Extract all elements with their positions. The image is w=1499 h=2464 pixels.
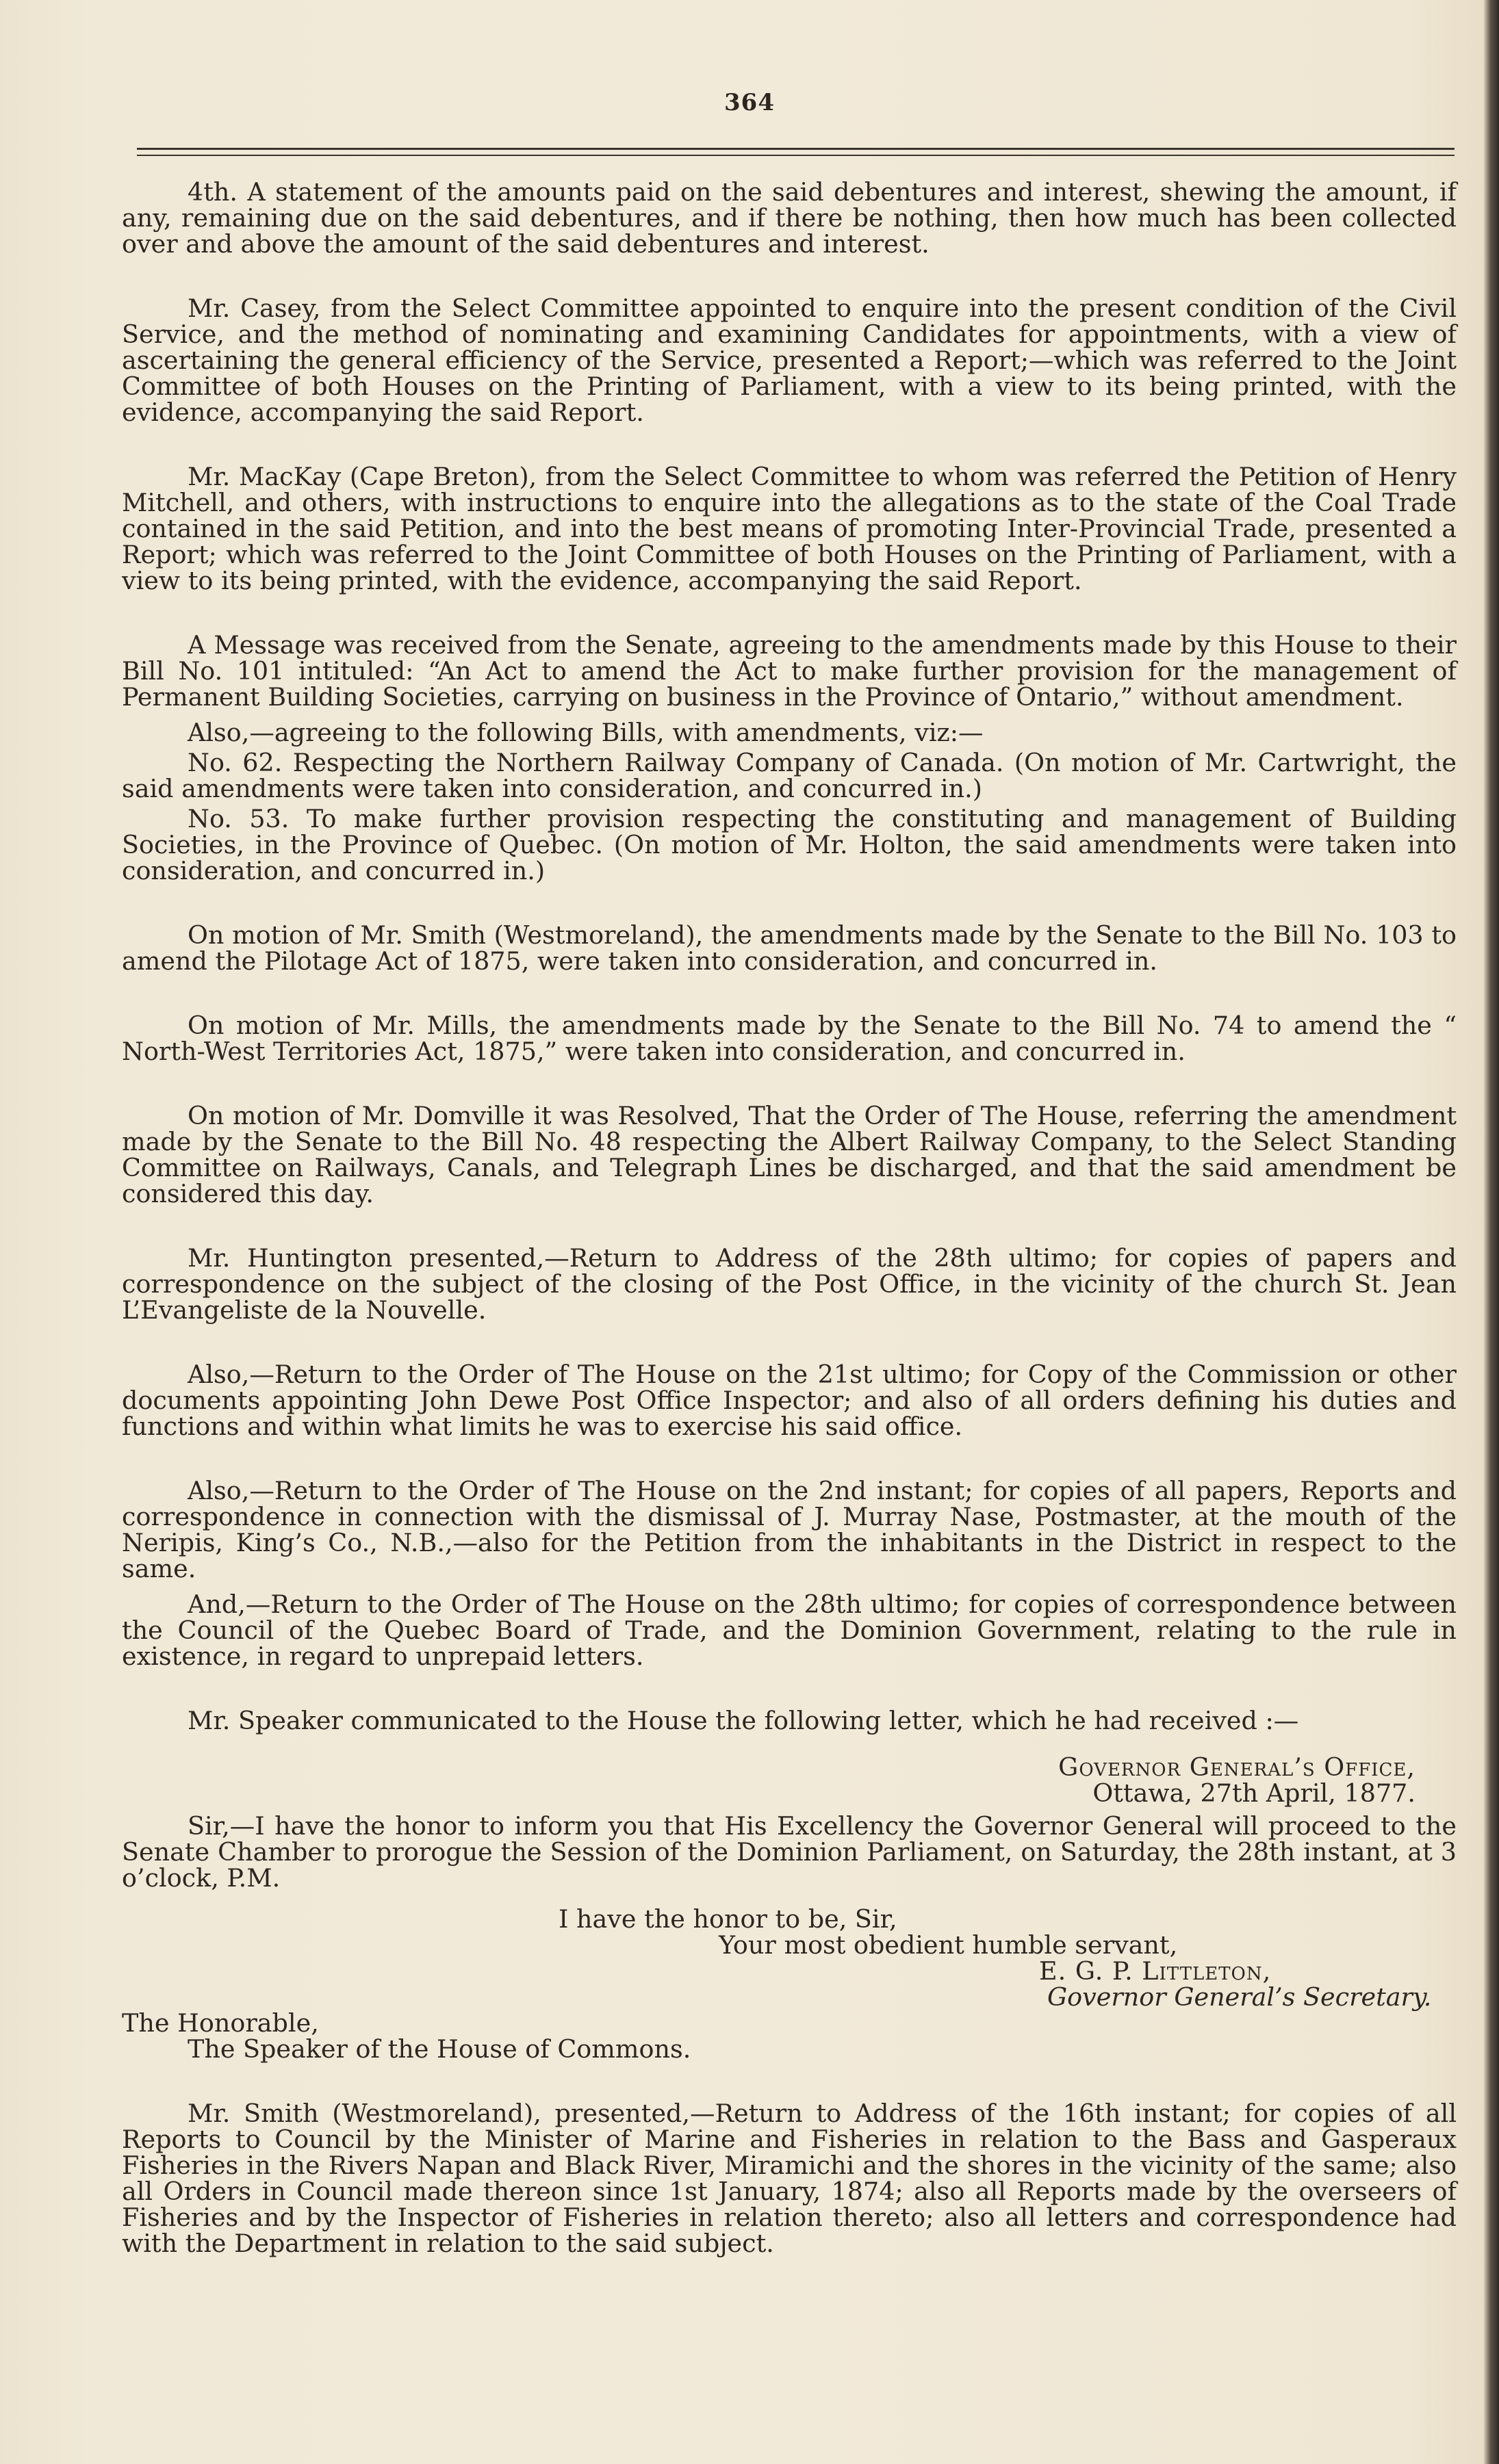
paragraph-albert-railway: On motion of Mr. Domville it was Resolved, That the Order of The House, referring the amendment made by the Senate to the Bill No. 48 respecting the Albert Railway Company, to the Select Standing Committee on Railways, Canals, and Telegraph Lines be discharged, and that the said amendment be considered this day. [122, 1101, 1457, 1208]
paragraph-senate-message: A Message was received from the Senate, agreeing to the amendments made by this House to their Bill No. 101 intituled: “An Act to amend the Act to make further provision for the management of Permanent Building Societies, carrying on business in the Province of Ontario,” without amendment. [122, 630, 1457, 712]
letter-closing-1: I have the honor to be, Sir, [559, 1904, 897, 1934]
paragraph-civil-service-report: Mr. Casey, from the Select Committee appointed to enquire into the present condition of the Civil Service, and the method of nominating and examining Candidates for appointments, with a view of ascertaining the general efficiency of the Service, presented a Report;—which was referred to the Joint Committee of both Houses on the Printing of Parliament, with a view to its being printed, with the evidence, accompanying the said Report. [122, 294, 1457, 427]
paragraph-debentures-statement: 4th. A statement of the amounts paid on the said debentures and interest, shewing the amount, if any, remaining due on the said debentures, and if there be nothing, then how much has been collected over and above the amount of the said debentures and interest. [122, 177, 1457, 259]
letter-signature: E. G. P. Littleton, [1039, 1956, 1272, 1986]
paragraph-pilotage-act: On motion of Mr. Smith (Westmoreland), the amendments made by the Senate to the Bill No. 103 to amend the Pilotage Act of 1875, were taken into consideration, and concurred in. [122, 920, 1457, 976]
paragraph-post-office-return: Mr. Huntington presented,—Return to Address of the 28th ultimo; for copies of papers and correspondence on the subject of the closing of the Post Office, in the vicinity of the church St. Jean L’Evangeliste de la Nouvelle. [122, 1243, 1457, 1325]
paragraph-quebec-board-of-trade: And,—Return to the Order of The House on the 28th ultimo; for copies of correspondence between the Council of the Quebec Board of Trade, and the Dominion Government, relating to the rule in existence, in regard to unprepaid letters. [122, 1590, 1457, 1671]
letter-addressee-2: The Speaker of the House of Commons. [188, 2034, 691, 2064]
paragraph-speaker-letter-intro: Mr. Speaker communicated to the House the following letter, which he had received :— [188, 1706, 1299, 1735]
page-body [122, 179, 1457, 2295]
paragraph-postmaster-dismissal: Also,—Return to the Order of The House on the 2nd instant; for copies of all papers, Reports and correspondence in connection with the dismissal of J. Murray Nase, Postmaster, at the mouth of the Neripis, King’s Co., N.B.,—also for the Petition from the inhabitants in the District in respect to the same. [122, 1476, 1457, 1583]
page-edge-shadow [1484, 0, 1499, 2464]
paragraph-fisheries-return: Mr. Smith (Westmoreland), presented,—Return to Address of the 16th instant; for copies of all Reports to Council by the Minister of Marine and Fisheries in relation to the Bass and Gasperaux Fisheries in the Rivers Napan and Black River, Miramichi and the shores in the vicinity of the same; also all Orders in Council made thereon since 1st January, 1874; also all Reports made by the overseers of Fisheries and by the Inspector of Fisheries in relation thereto; also all letters and correspondence had with the Department in relation to the said subject. [122, 2099, 1457, 2258]
letter-body: Sir,—I have the honor to inform you that His Excellency the Governor General will proceed to the Senate Chamber to prorogue the Session of the Dominion Parliament, on Saturday, the 28th instant, at 3 o’clock, P.M. [122, 1811, 1457, 1893]
letter-signatory-title: Governor General’s Secretary. [1047, 1982, 1432, 2012]
paragraph-inspector-return: Also,—Return to the Order of The House on the 21st ultimo; for Copy of the Commission or other documents appointing John Dewe Post Office Inspector; and also of all orders defining his duties and functions and within what limits he was to exercise his said office. [122, 1360, 1457, 1441]
header-rule-top [137, 148, 1455, 150]
paragraph-coal-trade-report: Mr. MacKay (Cape Breton), from the Select Committee to whom was referred the Petition of Henry Mitchell, and others, with instructions to enquire into the allegations as to the state of the Coal Trade contained in the said Petition, and into the best means of promoting Inter-Provincial Trade, presented a Report; which was referred to the Joint Committee of both Houses on the Printing of Parliament, with a view to its being printed, with the evidence, accompanying the said Report. [122, 462, 1457, 595]
paragraph-bill-53: No. 53. To make further provision respecting the constituting and management of Building Societies, in the Province of Quebec. (On motion of Mr. Holton, the said amendments were taken into consideration, and concurred in.) [122, 804, 1457, 885]
letter-addressee-1: The Honorable, [122, 2008, 319, 2038]
letter-office: Governor General’s Office, [1058, 1752, 1415, 1782]
paragraph-bill-62: No. 62. Respecting the Northern Railway Company of Canada. (On motion of Mr. Cartwright, the said amendments were taken into consideration, and concurred in.) [122, 748, 1457, 803]
letter-closing-2: Your most obedient humble servant, [719, 1930, 1178, 1960]
letter-place-date: Ottawa, 27th April, 1877. [1092, 1778, 1415, 1808]
header-rule-bottom [137, 155, 1455, 156]
paragraph-bills-amendments: Also,—agreeing to the following Bills, with amendments, viz:— [188, 718, 984, 747]
page-number: 364 [724, 89, 775, 116]
paragraph-north-west-territories-act: On motion of Mr. Mills, the amendments made by the Senate to the Bill No. 74 to amend the “ North-West Territories Act, 1875,” were taken into consideration, and concurred in. [122, 1011, 1457, 1066]
